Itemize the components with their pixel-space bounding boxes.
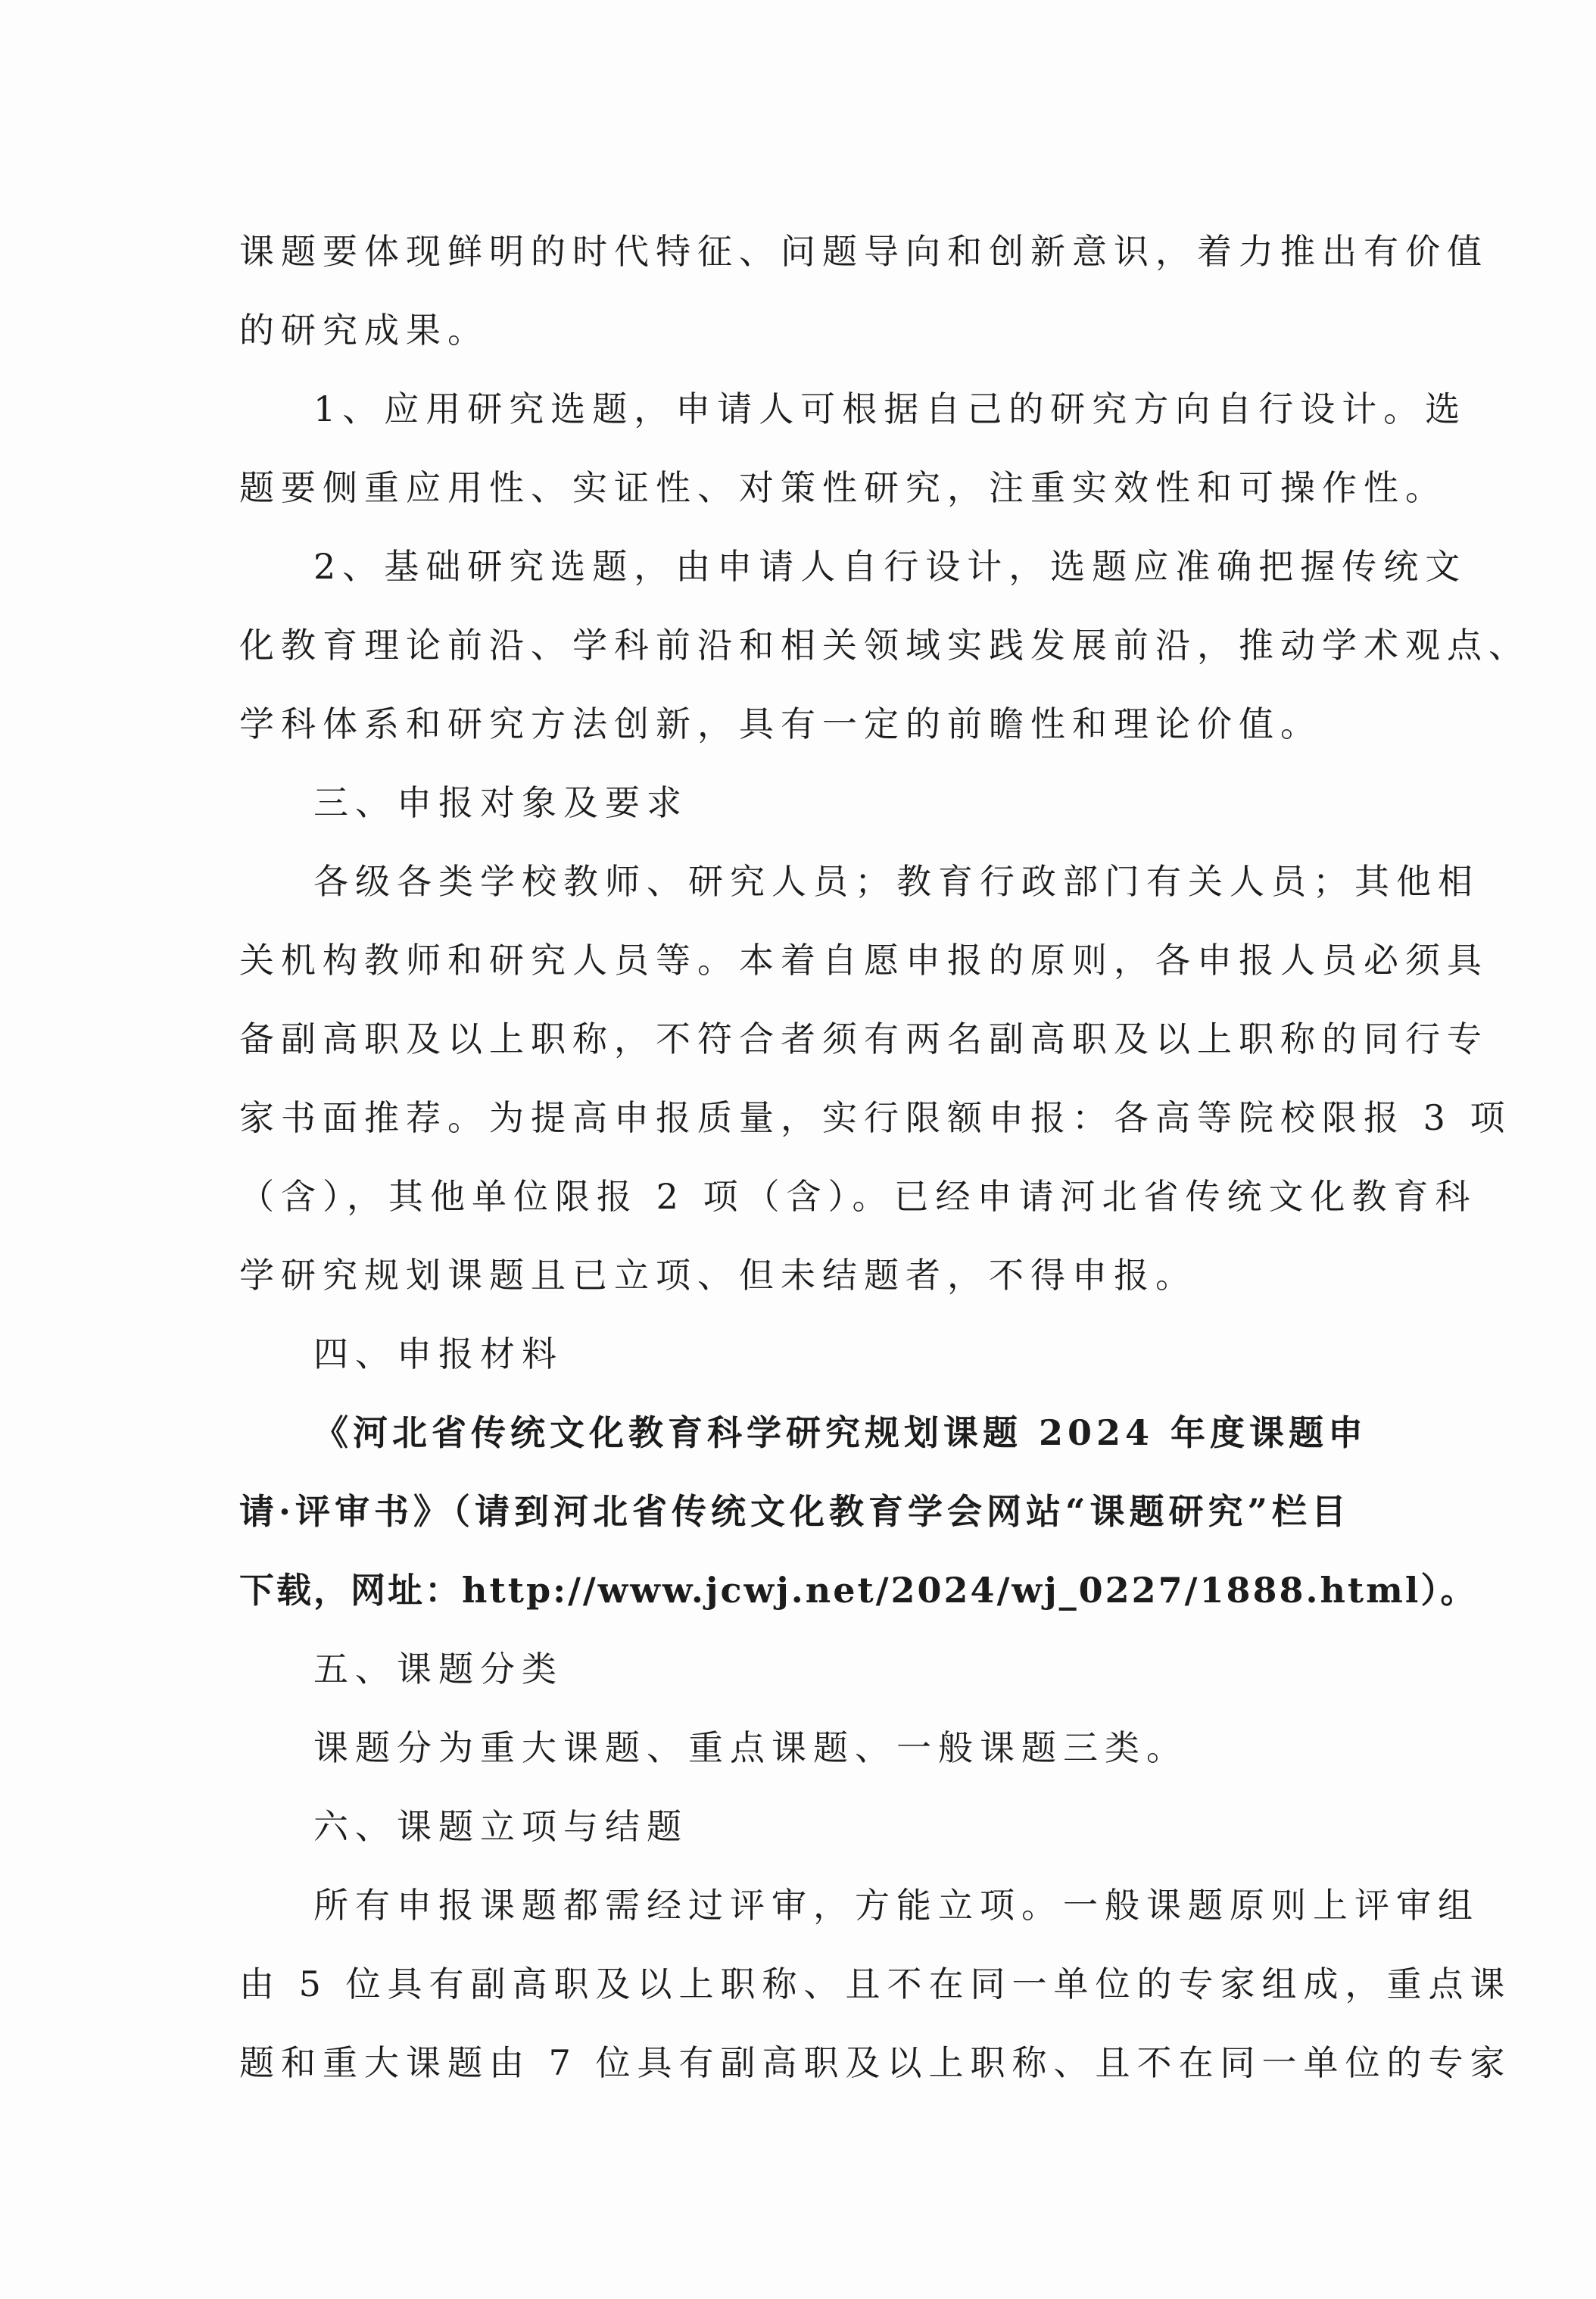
paragraph-line: 2、基础研究选题，由申请人自行设计，选题应准确把握传统文	[313, 546, 1467, 587]
paragraph-line: 备副高职及以上职称，不符合者须有两名副高职及以上职称的同行专	[239, 1018, 1488, 1059]
paragraph-line: 题要侧重应用性、实证性、对策性研究，注重实效性和可操作性。	[239, 467, 1447, 508]
paragraph-line: 课题要体现鲜明的时代特征、问题导向和创新意识，着力推出有价值	[239, 231, 1488, 272]
paragraph-line: 学科体系和研究方法创新，具有一定的前瞻性和理论价值。	[239, 703, 1322, 744]
paragraph-line: 各级各类学校教师、研究人员；教育行政部门有关人员；其他相	[313, 861, 1479, 902]
paragraph-line: 课题分为重大课题、重点课题、一般课题三类。	[313, 1727, 1188, 1768]
download-url-line: 下载，网址：http://www.jcwj.net/2024/wj_0227/1888.html）。	[239, 1570, 1478, 1611]
paragraph-line: （含），其他单位限报 2 项（含）。已经申请河北省传统文化教育科	[239, 1176, 1477, 1217]
paragraph-line: 关机构教师和研究人员等。本着自愿申报的原则，各申报人员必须具	[239, 940, 1488, 981]
paragraph-line-bold: 请·评审书》（请到河北省传统文化教育学会网站“课题研究”栏目	[239, 1491, 1351, 1532]
paragraph-line: 家书面推荐。为提高申报质量，实行限额申报：各高等院校限报 3 项	[239, 1097, 1512, 1138]
paragraph-line: 学研究规划课题且已立项、但未结题者，不得申报。	[239, 1255, 1197, 1296]
paragraph-line: 化教育理论前沿、学科前沿和相关领域实践发展前沿，推动学术观点、	[239, 625, 1530, 666]
section-heading: 四、申报材料	[313, 1334, 563, 1374]
paragraph-line: 的研究成果。	[239, 310, 489, 351]
paragraph-line: 1、应用研究选题，申请人可根据自己的研究方向自行设计。选	[313, 388, 1467, 429]
section-heading: 六、课题立项与结题	[313, 1806, 688, 1847]
document-body	[239, 212, 1530, 2102]
paragraph-line: 所有申报课题都需经过评审，方能立项。一般课题原则上评审组	[313, 1885, 1479, 1926]
section-heading: 五、课题分类	[313, 1649, 563, 1689]
section-heading: 三、申报对象及要求	[313, 782, 688, 823]
paragraph-line-bold: 《河北省传统文化教育科学研究规划课题 2024 年度课题申	[313, 1412, 1368, 1453]
paragraph-line: 题和重大课题由 7 位具有副高职及以上职称、且不在同一单位的专家	[239, 2042, 1512, 2083]
paragraph-line: 由 5 位具有副高职及以上职称、且不在同一单位的专家组成，重点课	[239, 1964, 1512, 2004]
